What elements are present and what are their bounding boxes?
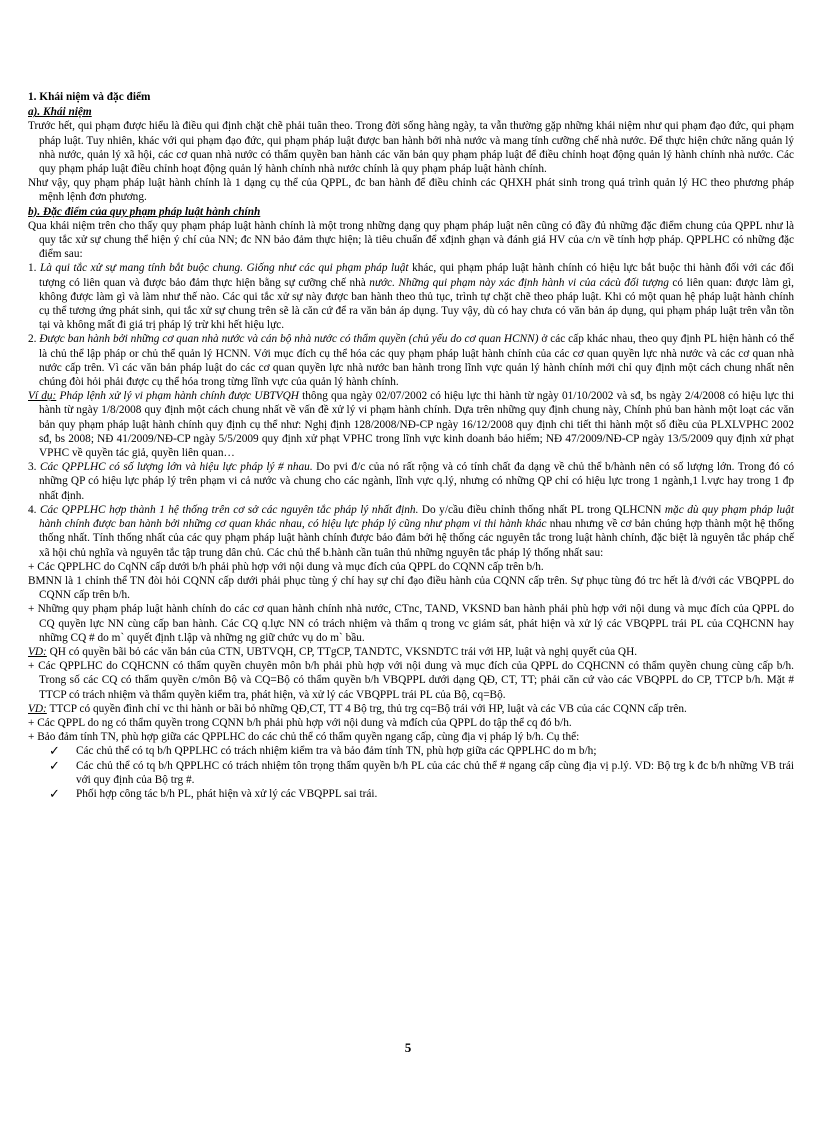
page-number: 5 (404, 1040, 412, 1055)
section-heading: 1. Khái niệm và đặc điểm (28, 91, 151, 103)
check-list-item (28, 759, 794, 787)
item-text-italic: nước. Những qui phạm này xác định hành vi của cácù đối tượng (369, 276, 669, 289)
paragraph-bmnn: BMNN là 1 chỉnh thể TN đòi hỏi CQNN cấp dưới phải phục tùng ý chí hay sự chỉ đạo điều hành của CQNN cấp trên. Sự phục tùng đó trc hết là đ/với các VBQPPL do CQNN cấp trên b/h. (28, 574, 794, 602)
example-label: VD: (28, 645, 47, 658)
item-number: 1. (28, 262, 37, 275)
item-text-rest: nhau nhưng về cơ bản chúng hợp thành một hệ thống thống nhất. Tính thống nhất của các quy phạm pháp luật hành chính được bảo đảm bởi hệ thống các nguyên tắc trong luật hành chính, đặc biệt là nguyên tắc pháp chế xã hội chủ nghĩa và nguyên tắc tập trung dân chủ. Các chủ thể b.hành cần tuân thủ những nguyên tắc pháp lý thống nhất sau: (39, 518, 794, 559)
list-item-4 (28, 503, 794, 560)
example-1 (28, 389, 794, 460)
item-text-italic: mặc dù quy phạm pháp luật hành chính được ban hành bởi những cơ quan khác nhau, có hiệu lực pháp lý cũng như phạm vi thi hành khác (39, 503, 794, 531)
item-number: 3. (28, 461, 37, 474)
check-mark-icon: ✓ (49, 757, 60, 773)
example-label: Ví dụ: (28, 390, 57, 403)
principle-1: + Các QPPLHC do CqNN cấp dưới b/h phải phù hợp với nội dung và mục đích của QPPL do CQNN cấp trên b/h. (28, 560, 544, 573)
principle-3: + Các QPPLHC do CQHCNN có thẩm quyền chuyên môn b/h phải phù hợp với nội dung và mục đích của QPPL do CQHCNN có thẩm quyền chung cùng cấp b/h. Trong số các CQ có thẩm quyền c/môn Bộ và CQ=Bộ có thẩm quyền b/h VBQPPL dưới dạng QĐ, CT, TT; phải căn cứ vào các VBQPPL do CP, TTCP b/h. Mặt # TTCP có trách nhiệm và thẩm quyền kiểm tra, phát hiện, và xử lý các VBQPPL trái PL của Bộ, cq=Bộ. (28, 660, 794, 701)
paragraph-a1: Trước hết, qui phạm được hiểu là điều qui định chặt chẽ phải tuân theo. Trong đời sống hàng ngày, ta vẫn thường gặp những khái niệm như qui phạm đạo đức, qui phạm pháp luật. Tuy nhiên, khác với qui phạm đạo đức, qui phạm pháp luật được ban hành bởi nhà nước và mang tính cưỡng chế nhà nước. Để thực hiện chức năng quản lý nhà nước, quản lý xã hội, các cơ quan nhà nước có thẩm quyền ban hành các văn bản quy phạm pháp luật để điều chỉnh hoạt động quản lý hành chính nhà nước. Các quy phạm pháp luật điều chỉnh hoạt động quản lý hành chính nhà nước chính là quy phạm pháp luật hành chính. (28, 120, 794, 176)
paragraph-b1: Qua khái niệm trên cho thấy quy phạm pháp luật hành chính là một trong những dạng quy phạm pháp luật nên cũng có đầy đủ những đặc điểm chung của QPPL như là quy tắc xử sự chung thể hiện ý chí của NN; đc NN bảo đảm thực hiện; là tiêu chuẩn để xđịnh ghạn và đánh giá HV của c/n về tính hợp pháp. QPPLHC có những đặc điểm sau: (28, 219, 794, 261)
example-3 (28, 702, 794, 716)
principle-2: + Những quy phạm pháp luật hành chính do các cơ quan hành chính nhà nước, CTnc, TAND, VKSND ban hành phải phù hợp với nội dung và mục đích của QPPL do CQ quyền lực NN cùng cấp ban hành. Các CQ q.lực NN có trách nhiệm và thẩm q trong vc giám sát, phát hiện và xử lý các VBQPPL trái PL của CQHCNN hay những CQ # do m` quyết định t.lập và những ng giữ chức vụ do m` bầu. (28, 603, 794, 644)
principle-4: + Các QPPL do ng có thẩm quyền trong CQNN b/h phải phù hợp với nội dung và mđích của QPPL do tập thể cq đó b/h. (28, 716, 572, 729)
check-list-item (28, 787, 794, 801)
check-text: Phối hợp công tác b/h PL, phát hiện và xử lý các VBQPPL sai trái. (76, 787, 378, 800)
item-text: Do pvi đ/c của nó rất rộng và có tính chất đa dạng về chủ thể b/hành nên có số lượng lớn. Trong đó có những QP có hiệu lực pháp lý trên phạm vi cả nước và chung cho các ngành, lĩnh vực q.lý, nhưng có những QP chỉ có hiệu lực trong 1 ngành,1 l.vực hay trong 1 đp nhất định. (39, 461, 794, 502)
item-number: 2. (28, 333, 37, 346)
check-mark-icon: ✓ (49, 743, 60, 759)
item-title: Các QPPLHC hợp thành 1 hệ thống trên cơ sở các nguyên tắc pháp lý nhất định. (39, 503, 419, 516)
item-text: Do y/cầu điều chỉnh thống nhất PL trong QLHCNN (418, 503, 665, 516)
item-text: khác, qui phạm pháp luật hành chính có hiệu lực bắt buộc thi hành đối với các đối tượng có liên quan và được bảo đảm thực hiện bằng sự cưỡng chế nhà (39, 262, 795, 289)
item-title: Được ban hành bởi những cơ quan nhà nước và cán bộ nhà nước có thẩm quyền (chủ yếu do cơ quan HCNN) (39, 333, 539, 346)
check-list-item (28, 744, 794, 758)
paragraph-a2: Như vậy, quy phạm pháp luật hành chính là 1 dạng cụ thể của QPPL, đc ban hành để điều chỉnh các QHXH phát sinh trong quá trình quản lý HC theo phương pháp mệnh lệnh đơn phương. (28, 177, 794, 204)
example-title: Pháp lệnh xử lý vi phạm hành chính được UBTVQH (56, 390, 299, 403)
item-title: Là qui tắc xử sự mang tính bắt buộc chung. Giống như các qui phạm pháp luật (40, 262, 409, 275)
check-mark-icon: ✓ (49, 785, 60, 801)
example-2 (28, 645, 794, 659)
example-text: QH có quyền bãi bỏ các văn bản của CTN, UBTVQH, CP, TTgCP, TANDTC, VKSNDTC trái với HP, luật và nghị quyết của QH. (46, 645, 638, 658)
item-number: 4. (28, 503, 37, 516)
list-item-2 (28, 332, 794, 389)
example-label: VD: (28, 702, 47, 715)
subheading-a: a). Khái niệm (28, 106, 92, 119)
check-text: Các chủ thể có tq b/h QPPLHC có trách nhiệm kiểm tra và bảo đảm tính TN, phù hợp giữa các QPPLHC do m b/h; (76, 745, 597, 758)
example-text: thông qua ngày 02/07/2002 có hiệu lực thi hành từ ngày 01/10/2002 và sđ, bs ngày 2/4/2008 có hiệu lực thi hành từ ngày 1/8/2008 quy định một cách chung nhất về vấn đề xử lý vi phạm hành chính. Dựa trên những quy định chung này, Chính phủ ban hành một loạt các văn bản quy phạm pháp luật hành chính quy định cụ thể như: Nghị định 128/2008/NĐ-CP ngày 16/12/2008 quy định chi tiết thi hành một số điều của PLXLVPHC 2002 sđ, bs 2008; NĐ 41/2009/NĐ-CP ngày 5/5/2009 quy định xử phạt VPHC trong lĩnh vực kinh doanh bảo hiểm; NĐ 47/2009/NĐ-CP ngày 13/5/2009 quy định xử phạt VPHC về quyền tác giả, quyền liên quan… (39, 390, 794, 460)
item-text: ở các cấp khác nhau, theo quy định PL hiện hành có thể là chủ thể lập pháp or chủ thể quản lý HCNN. Với mục đích cụ thể hóa các quy phạm pháp luật hành chính của các cơ quan quyền lực nhà nước và các cơ quan nhà nước cấp trên. Vì các văn bản pháp luật do các cơ quan quyền lực nhà nước ban hành trong lĩnh vực quản lý hành chính mới chỉ quy định một cách chung nhất nên chúng đòi hỏi phải được cụ thể hóa trong từng lĩnh vực của quản lý hành chính. (39, 333, 794, 389)
list-item-1 (28, 261, 794, 332)
example-text: TTCP có quyền đình chỉ vc thi hành or bãi bỏ những QĐ,CT, TT 4 Bộ trg, thủ trg cq=Bộ trái với HP, luật và các VB của các CQNN cấp trên. (46, 702, 687, 715)
principle-5: + Bảo đảm tính TN, phù hợp giữa các QPPLHC do các chủ thể có thẩm quyền ngang cấp, cùng địa vị pháp lý b/h. Cụ thể: (28, 731, 580, 744)
document-body (28, 90, 794, 801)
item-title: Các QPPLHC có số lượng lớn và hiệu lực pháp lý # nhau. (40, 461, 313, 474)
subheading-b: b). Đặc điểm của quy phạm pháp luật hành chính (28, 205, 261, 218)
item-text-rest: có liên quan: được làm gì, không được làm gì và làm như thế nào. Các qui tắc xử sự này được ban hành theo thủ tục, trình tự chặt chẽ theo pháp luật. Khi có một quan hệ pháp luật hành chính cụ thể tương ứng phát sinh, qui tắc xử sự chung trên sẽ là căn cứ để ra văn bản áp dụng. Tuy vậy, dù có hay chưa có văn bản áp dụng, qui phạm pháp luật trên vẫn tồn tại và không mất đi giá trị pháp lý trừ khi hết hiệu lực. (39, 276, 795, 332)
list-item-3 (28, 460, 794, 503)
check-text: Các chủ thể có tq b/h QPPLHC có trách nhiệm tôn trọng thẩm quyền b/h PL của các chủ thể # ngang cấp cùng địa vị p.lý. VD: Bộ trg k đc b/h những VB trái với quy định của Bộ trg #. (76, 759, 794, 786)
